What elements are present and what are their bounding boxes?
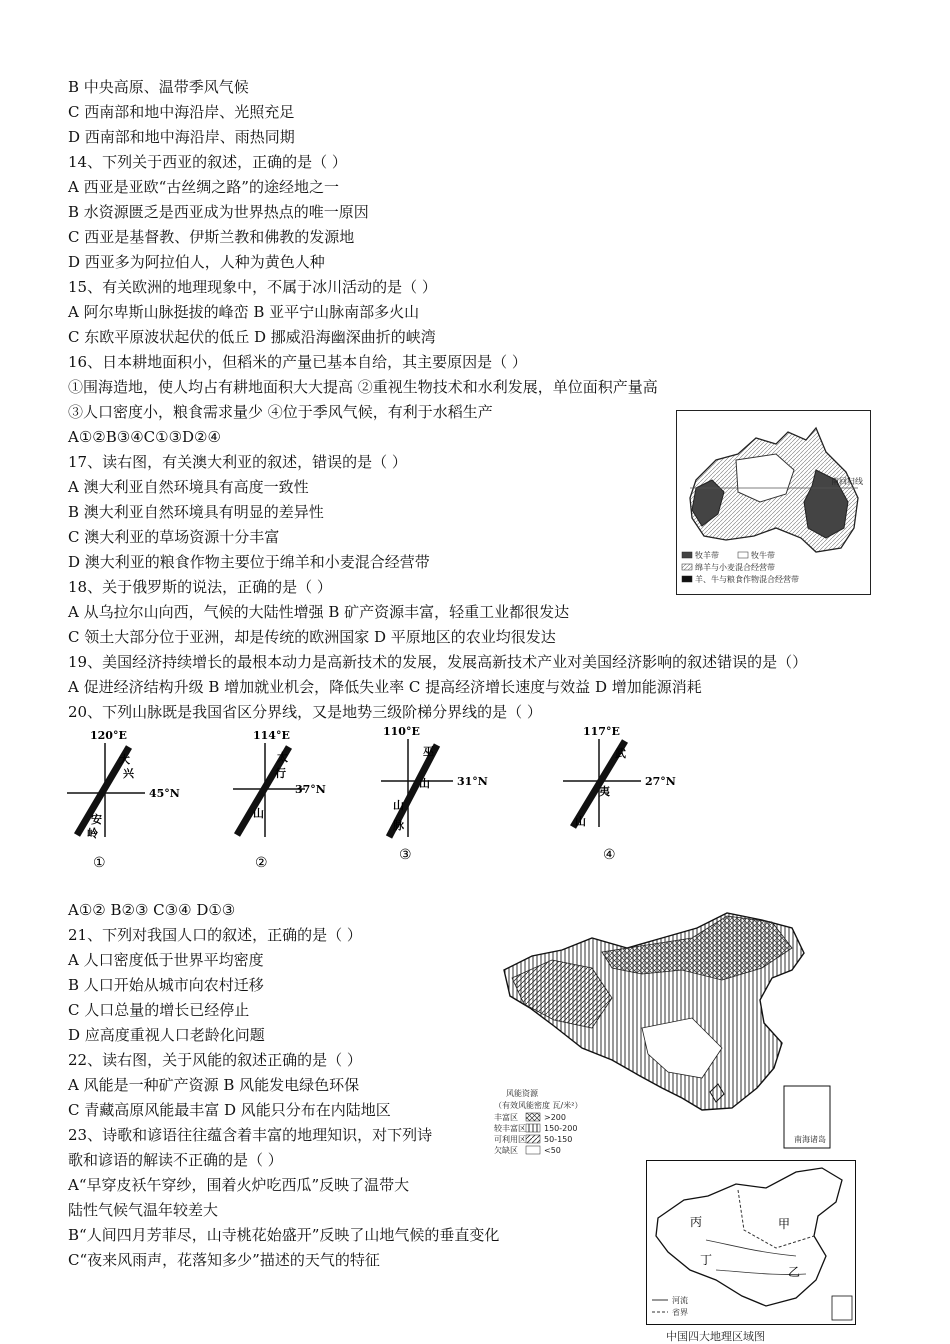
svg-text:50-150: 50-150 (544, 1135, 573, 1144)
svg-text:②: ② (255, 855, 268, 871)
text-line: 歌和谚语的解读不正确的是（ ） (68, 1151, 283, 1169)
svg-text:太: 太 (277, 751, 288, 764)
option-text: C 人口总量的增长已经停止 (68, 1001, 250, 1019)
svg-text:>200: >200 (544, 1113, 566, 1122)
option-text: B 水资源匮乏是西亚成为世界热点的唯一原因 (68, 203, 369, 221)
svg-text:山: 山 (393, 799, 404, 812)
option-text: A 阿尔卑斯山脉挺拔的峰峦 B 亚平宁山脉南部多火山 (68, 303, 420, 321)
question-15: 15、有关欧洲的地理现象中，不属于冰川活动的是（ ） (68, 278, 437, 296)
region-label-bing: 丙 (690, 1215, 703, 1229)
option-text: C 领土大部分位于亚洲，却是传统的欧洲国家 D 平原地区的农业均很发达 (68, 628, 556, 646)
legend-sheep: 牧羊带 (695, 551, 719, 560)
option-text: A①② B②③ C③④ D①③ (68, 901, 236, 919)
option-text: A 促进经济结构升级 B 增加就业机会，降低失业率 C 提高经济增长速度与效益 D 增加能源消耗 (68, 678, 702, 696)
option-text: A 西亚是亚欧“古丝绸之路”的途经地之一 (68, 178, 339, 196)
svg-text:山: 山 (253, 807, 264, 820)
option-text: C 青藏高原风能最丰富 D 风能只分布在内陆地区 (68, 1101, 391, 1119)
svg-text:兴: 兴 (123, 767, 134, 780)
svg-text:巫: 巫 (423, 745, 434, 758)
option-text: B“人间四月芳菲尽，山寺桃花始盛开”反映了山地气候的垂直变化 (68, 1226, 500, 1244)
question-22: 22、读右图，关于风能的叙述正确的是（ ） (68, 1051, 362, 1069)
option-text: A 风能是一种矿产资源 B 风能发电绿色环保 (68, 1076, 360, 1094)
tropic-label: 南回归线 (831, 477, 863, 486)
svg-text:岭: 岭 (87, 827, 98, 840)
svg-text:丰富区: 丰富区 (494, 1113, 518, 1122)
svg-text:山: 山 (419, 777, 430, 790)
legend-cattle: 牧牛带 (751, 551, 775, 560)
option-text: B 人口开始从城市向农村迁移 (68, 976, 264, 994)
svg-text:欠缺区: 欠缺区 (494, 1146, 518, 1155)
svg-text:行: 行 (275, 767, 286, 780)
region-label-yi: 乙 (788, 1265, 801, 1279)
region-label-ding: 丁 (700, 1253, 713, 1267)
text-line: B 中央高原、温带季风气候 (68, 78, 249, 96)
option-text: A 人口密度低于世界平均密度 (68, 951, 264, 969)
text-line: D 西南部和地中海沿岸、雨热同期 (68, 128, 295, 146)
mountain-diagram-3 (381, 725, 488, 863)
svg-text:114°E: 114°E (253, 729, 290, 742)
wind-legend-title: 风能资源 (506, 1089, 538, 1098)
svg-text:大: 大 (119, 753, 130, 766)
option-text: C“夜来风雨声，花落知多少”描述的天气的特征 (68, 1251, 380, 1269)
option-text: A 澳大利亚自然环境具有高度一致性 (68, 478, 309, 496)
mountain-diagram-2 (233, 729, 326, 871)
svg-text:脉: 脉 (393, 819, 404, 832)
svg-text:③: ③ (399, 847, 412, 863)
svg-text:150-200: 150-200 (544, 1124, 578, 1133)
svg-text:④: ④ (603, 847, 616, 863)
option-text: ①围海造地，使人均占有耕地面积大大提高 ②重视生物技术和水利发展，单位面积产量高 (68, 378, 658, 396)
text-line: C 西南部和地中海沿岸、光照充足 (68, 103, 295, 121)
svg-text:山: 山 (575, 815, 586, 828)
question-23: 23、诗歌和谚语往往蕴含着丰富的地理知识，对下列诗 (68, 1126, 433, 1144)
option-text: B 澳大利亚自然环境具有明显的差异性 (68, 503, 324, 521)
question-21: 21、下列对我国人口的叙述，正确的是（ ） (68, 926, 362, 944)
svg-text:37°N: 37°N (295, 783, 326, 796)
svg-text:①: ① (93, 855, 106, 871)
option-text: D 应高度重视人口老龄化问题 (68, 1026, 265, 1044)
option-text: D 澳大利亚的粮食作物主要位于绵羊和小麦混合经营带 (68, 553, 430, 571)
svg-text:较丰富区: 较丰富区 (494, 1124, 526, 1133)
question-17: 17、读右图，有关澳大利亚的叙述，错误的是（ ） (68, 453, 407, 471)
region-label-jia: 甲 (778, 1217, 791, 1231)
svg-text:31°N: 31°N (457, 775, 488, 788)
mountain-diagram-4 (563, 725, 676, 863)
region-map (646, 1160, 856, 1325)
question-19: 19、美国经济持续增长的最根本动力是高新技术的发展，发展高新技术产业对美国经济影响的叙述错误的是（） (68, 653, 808, 671)
option-text: A“早穿皮袄午穿纱，围着火炉吃西瓜”反映了温带大 (68, 1176, 410, 1194)
mountain-diagrams (65, 725, 705, 875)
wind-energy-map (492, 908, 834, 1163)
option-text: ③人口密度小，粮食需求量少 ④位于季风气候，有利于水稻生产 (68, 403, 493, 421)
option-text: C 澳大利亚的草场资源十分丰富 (68, 528, 280, 546)
svg-text:夷: 夷 (599, 785, 610, 798)
option-text: A①②B③④C①③D②④ (68, 428, 221, 446)
svg-text:110°E: 110°E (383, 725, 420, 738)
mountain-diagram-1 (67, 729, 180, 871)
svg-text:117°E: 117°E (583, 725, 620, 738)
svg-text:武: 武 (615, 747, 626, 760)
option-text: C 西亚是基督教、伊斯兰教和佛教的发源地 (68, 228, 355, 246)
svg-text:省界: 省界 (672, 1308, 688, 1317)
svg-text:120°E: 120°E (90, 729, 127, 742)
option-text: C 东欧平原波状起伏的低丘 D 挪威沿海幽深曲折的峡湾 (68, 328, 436, 346)
svg-text:<50: <50 (544, 1146, 561, 1155)
legend-mixed: 羊、牛与粮食作物混合经营带 (695, 575, 799, 584)
inset-label: 南海诸岛 (794, 1135, 826, 1144)
option-text: D 西亚多为阿拉伯人，人种为黄色人种 (68, 253, 325, 271)
svg-text:安: 安 (91, 813, 102, 826)
svg-text:河流: 河流 (672, 1296, 688, 1305)
text-line: 陆性气候气温年较差大 (68, 1201, 219, 1219)
question-16: 16、日本耕地面积小，但稻米的产量已基本自给，其主要原因是（ ） (68, 353, 527, 371)
svg-text:可利用区: 可利用区 (494, 1135, 526, 1144)
question-20: 20、下列山脉既是我国省区分界线，又是地势三级阶梯分界线的是（ ） (68, 703, 542, 721)
svg-text:45°N: 45°N (149, 787, 180, 800)
wind-legend-subtitle: （有效风能密度 瓦/米²） (494, 1101, 583, 1110)
australia-map-figure (676, 410, 871, 595)
option-text: A 从乌拉尔山向西，气候的大陆性增强 B 矿产资源丰富，轻重工业都很发达 (68, 603, 570, 621)
region-map-caption: 中国四大地理区域图 (666, 1330, 765, 1343)
svg-text:27°N: 27°N (645, 775, 676, 788)
legend-sheep-wheat: 绵羊与小麦混合经营带 (695, 563, 775, 572)
question-14: 14、下列关于西亚的叙述，正确的是（ ） (68, 153, 347, 171)
question-18: 18、关于俄罗斯的说法，正确的是（ ） (68, 578, 332, 596)
